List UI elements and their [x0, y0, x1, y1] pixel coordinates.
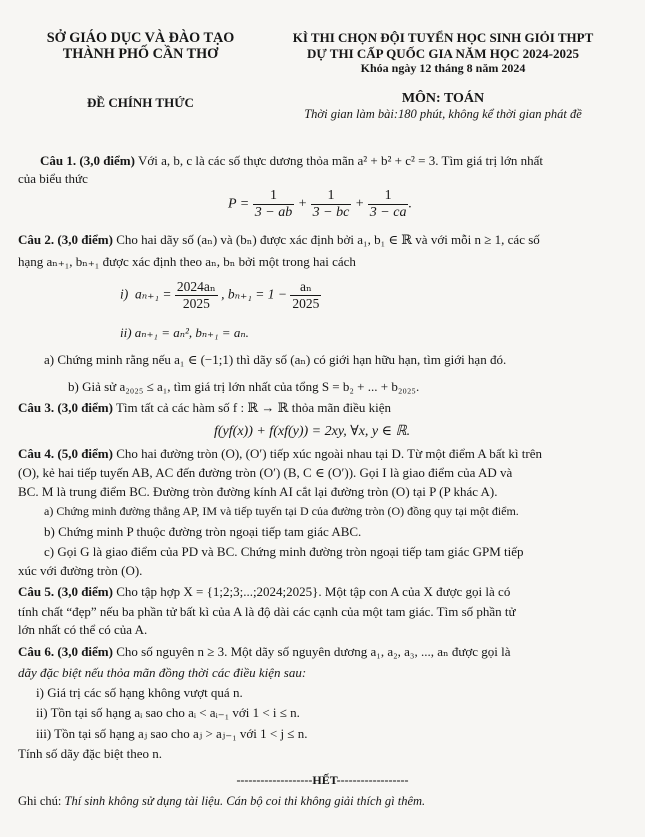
q2-i-frac2-num: aₙ	[290, 279, 321, 296]
q2-line1	[18, 232, 540, 248]
q5-line1	[18, 584, 510, 600]
q2-part-a: a) Chứng minh rằng nếu a₁ ∈ (−1;1) thì dãy số (aₙ) có giới hạn hữu hạn, tìm giới hạn đó.	[44, 352, 507, 367]
q1-text: Với a, b, c là các số thực dương thỏa mãn a² + b² + c² = 3. Tìm giá trị lớn nhất	[134, 153, 543, 168]
header-right	[258, 30, 628, 77]
q4-part-c: c) Gọi G là giao điểm của PD và BC. Chứng minh đường tròn ngoại tiếp tam giác GPM tiếp	[44, 544, 524, 559]
q1-frac2-num: 1	[311, 188, 352, 205]
q4-label: Câu 4. (5,0 điểm)	[18, 446, 113, 461]
q4-line1	[18, 446, 542, 462]
department-name: SỞ GIÁO DỤC VÀ ĐÀO TẠO	[46, 30, 235, 46]
q1-formula	[228, 188, 412, 221]
q3-equation: f(yf(x)) + f(xf(y)) = 2xy, ∀x, y ∈ ℝ.	[214, 424, 411, 439]
q4-part-b: b) Chứng minh P thuộc đường tròn ngoại tiếp tam giác ABC.	[44, 524, 362, 539]
q4-line2: (O), kẻ hai tiếp tuyến AB, AC đến đường tròn (O′) (B, C ∈ (O′)). Gọi I là giao điểm của AD và	[18, 465, 513, 480]
q1-frac2	[311, 188, 352, 221]
q1-dot: .	[408, 196, 412, 212]
q1-frac3-den: 3 − ca	[369, 205, 407, 220]
q2-i-label: i)	[120, 286, 129, 302]
q2-line2: hạng aₙ₊₁, bₙ₊₁ được xác định theo aₙ, bₙ bởi một trong hai cách	[18, 254, 356, 269]
q2-i-frac1-den: 2025	[182, 296, 210, 311]
q2-i-a: aₙ₊₁ =	[135, 286, 172, 302]
q1-frac3-num: 1	[368, 188, 409, 205]
q2-i-frac2-den: 2025	[292, 296, 320, 311]
official-label: ĐỀ CHÍNH THỨC	[87, 95, 194, 110]
q1-line2: của biểu thức	[18, 171, 88, 186]
q1-p: P =	[228, 196, 250, 212]
q6-text: Cho số nguyên n ≥ 3. Một dãy số nguyên dương a₁, a₂, a₃, ..., aₙ được gọi là	[112, 644, 511, 659]
note-label: Ghi chú:	[18, 794, 65, 808]
q4-text: Cho hai đường tròn (O), (O′) tiếp xúc ngoài nhau tại D. Từ một điểm A bất kì trên	[112, 446, 542, 461]
q1-plus1: +	[297, 196, 308, 212]
exam-date: Khóa ngày 12 tháng 8 năm 2024	[360, 61, 526, 75]
q2-text: Cho hai dãy số (aₙ) và (bₙ) được xác định bởi a₁, b₁ ∈ ℝ và với mỗi n ≥ 1, các số	[112, 232, 540, 247]
q1-plus2: +	[354, 196, 365, 212]
q2-case-i	[120, 279, 321, 312]
q1-line1	[40, 153, 543, 169]
q1-frac1-num: 1	[253, 188, 294, 205]
header-left	[28, 30, 253, 62]
q6-cond-i: i) Giá trị các số hạng không vượt quá n.	[36, 685, 243, 700]
q3-label: Câu 3. (3,0 điểm)	[18, 400, 113, 415]
q2-i-b: , bₙ₊₁ = 1 −	[221, 286, 288, 302]
q6-end: Tính số dãy đặc biệt theo n.	[18, 746, 163, 761]
q4-line3: BC. M là trung điểm BC. Đường tròn đường kính AI cắt lại đường tròn (O) tại P (P khác A).	[18, 484, 498, 499]
q1-frac2-den: 3 − bc	[312, 205, 350, 220]
q3-line1	[18, 400, 391, 416]
q6-cond-iii: iii) Tồn tại số hạng aⱼ sao cho aⱼ > aⱼ₋₁ với 1 < j ≤ n.	[36, 726, 308, 741]
q1-frac1	[253, 188, 294, 221]
q2-i-frac1	[175, 279, 218, 312]
footer-note	[18, 794, 425, 809]
q1-frac1-den: 3 − ab	[254, 205, 293, 220]
q5-text: Cho tập hợp X = {1;2;3;...;2024;2025}. Một tập con A của X được gọi là có	[112, 584, 511, 599]
q5-label: Câu 5. (3,0 điểm)	[18, 584, 113, 599]
exam-title: KÌ THI CHỌN ĐỘI TUYỂN HỌC SINH GIỎI THPT	[292, 30, 594, 45]
q2-i-frac1-num: 2024aₙ	[176, 279, 216, 294]
q2-label: Câu 2. (3,0 điểm)	[18, 232, 113, 247]
q1-frac3	[368, 188, 409, 221]
q6-line2: dãy đặc biệt nếu thỏa mãn đồng thời các điều kiện sau:	[18, 665, 307, 680]
subject-title: MÔN: TOÁN	[401, 91, 485, 106]
q6-line1	[18, 644, 511, 660]
end-marker: -------------------HẾT------------------	[236, 773, 409, 787]
q4-part-c2: xúc với đường tròn (O).	[18, 563, 143, 578]
q3-text: Tìm tất cả các hàm số f : ℝ → ℝ thỏa mãn điều kiện	[112, 400, 392, 415]
city-name: THÀNH PHỐ CẦN THƠ	[62, 46, 219, 62]
q4-part-a: a) Chứng minh đường thẳng AP, IM và tiếp tuyến tại D của đường tròn (O) đồng quy tại một điểm.	[44, 504, 519, 518]
q2-i-frac2	[290, 279, 321, 312]
q5-line2: tính chất “đẹp” nếu ba phần tử bất kì của A là độ dài các cạnh của một tam giác. Tìm số phần tử	[18, 604, 516, 619]
q2-case-ii: ii) aₙ₊₁ = aₙ², bₙ₊₁ = aₙ.	[120, 325, 249, 340]
q6-cond-ii: ii) Tồn tại số hạng aᵢ sao cho aᵢ < aᵢ₋₁ với 1 < i ≤ n.	[36, 705, 300, 720]
exam-subtitle: DỰ THI CẤP QUỐC GIA NĂM HỌC 2024-2025	[307, 45, 579, 61]
note-text: Thí sinh không sử dụng tài liệu. Cán bộ coi thi không giải thích gì thêm.	[64, 794, 426, 808]
q2-part-b: b) Giả sử a₂₀₂₅ ≤ a₁, tìm giá trị lớn nhất của tổng S = b₂ + ... + b₂₀₂₅.	[68, 379, 420, 394]
time-limit: Thời gian làm bài:180 phút, không kể thời gian phát đề	[304, 107, 582, 121]
q5-line3: lớn nhất có thể có của A.	[18, 622, 148, 637]
q6-label: Câu 6. (3,0 điểm)	[18, 644, 113, 659]
q1-label: Câu 1. (3,0 điểm)	[40, 153, 135, 168]
